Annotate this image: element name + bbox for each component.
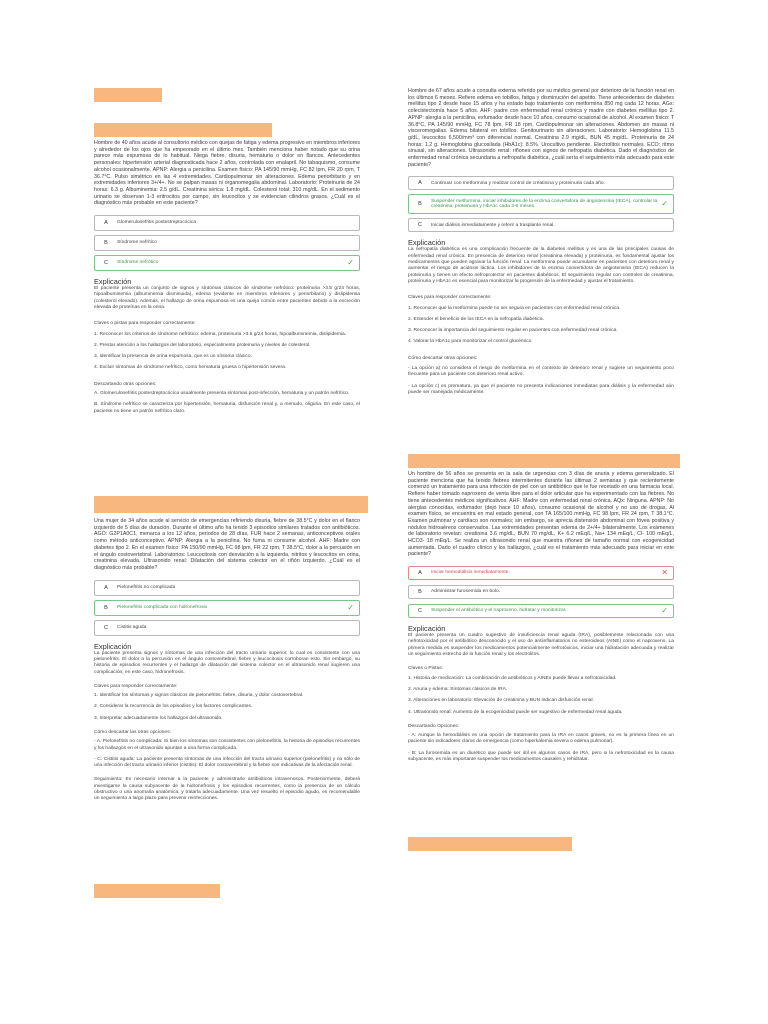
left-column-lower xyxy=(94,518,360,803)
option-letter: A xyxy=(104,220,108,227)
clue-item: 2. Prestar atención a los hallazgos del laboratorio, especialmente proteinuria y niveles de colesterol. xyxy=(94,342,311,348)
case-card-1 xyxy=(94,140,360,415)
clue-item: 2. Considerar la recurrencia de los episodios y los factores complicantes. xyxy=(94,704,253,710)
option-letter: A xyxy=(104,584,108,591)
explanation-title: Explicación xyxy=(94,277,132,287)
explanation-text: La nefropatía diabética es una complicación frecuente de la diabetes mellitus y es una de las principales causas de enfermedad renal crónica. En presencia de deterioro renal (creatinina elevada) y proteinuria, es fundamental ajustar los medicamentos que pueden agravar la función renal. La metformina puede acumularse en pacientes con deterioro renal y aumentar el riesgo de acidosis láctica. Los inhibidores de la enzima convertidora de angiotensina (IECA) reducen la proteinuria y tienen un efecto nefroprotector en pacientes diabéticos. El seguimiento regular con controles de creatinina, proteinuria y HbA1c es esencial para monitorizar la progresión de la enfermedad y ajustar el tratamiento. xyxy=(408,247,674,284)
followup-text: Seguimiento: Es necesario internar a la paciente y administrarle antibióticos intravenosos. Posteriormente, deberá investigarse la causa subyacente de la hidronefrosis y los episodios recurrentes, como la presencia de un cálculo obstructivo o una anomalía anatómica, y tratarla adecuadamente. Una vez resuelto el episodio agudo, es recomendable un seguimiento a largo plazo para prevenir reinfecciones. xyxy=(94,777,360,802)
option-text: Continuar con metformina y realizar control de creatinina y proteinuria cada año. xyxy=(431,180,605,186)
option-text: Síndrome nefrítico xyxy=(117,240,157,246)
case-question: Hombre de 40 años acude al consultorio médico con quejas de fatiga y edema progresivo en miembros inferiores y alrededor de los ojos que ha empeorado en el último mes. También menciona haber notado que su orina parece más espumosa de lo habitual. Niega fiebre, disuria, hematuria o dolor en flancos. Antecedentes personales: hipertensión arterial diagnosticada hace 2 años, controlada con enalapril. No tabaquismo, consume alcohol ocasionalmente. APNP: Alergia a penicilina. Examen físico: PA 145/90 mmHg, FC 82 lpm, FR 20 rpm, T 36.7°C. Pulso simétrico en las 4 extremidades. Cardiopulmonar sin alteraciones. Edema periorbitario y en extremidades inferiores 3+/4+. No se palpan masas ni organomegalia abdominal. Laboratorio: Proteinuria de 24 horas: 6.3 g. Albuminemia: 2.5 g/dL. Creatinina sérica: 1.8 mg/dL. Colesterol total: 310 mg/dL. En el sedimento urinario se observan 1-3 eritrocitos por campo, sin leucocitos y se evidencian cilindros grasos. ¿Cuál es el diagnóstico más probable en este paciente? xyxy=(94,140,360,207)
check-icon: ✓ xyxy=(347,258,354,268)
right-column xyxy=(408,88,674,396)
option-text: Glomerulonefritis postestreptocócica xyxy=(117,220,197,226)
discard-item: - C. Cistitis aguda: La paciente presenta síntomas de una infección del tracto urinario superior (pielonefritis) y no sólo de una infección del tracto urinario inferior (cistitis). El dolor costovertebral y la fiebre son indicativas de la afectación renal. xyxy=(94,756,360,769)
option-text: Administrar furosemida en bolo. xyxy=(431,589,501,595)
clue-item: 1. Reconocer que la metformina puede no ser segura en pacientes con enfermedad renal crónica. xyxy=(408,305,621,311)
clue-item: 1. Identificar los síntomas y signos clásicos de pielonefritis: fiebre, disuria, y dolor costovertebral. xyxy=(94,693,304,699)
header-bar-4 xyxy=(94,884,220,898)
option-text: Suspender el antibiótico y el naproxeno, hidratar y monitorizar. xyxy=(431,608,567,614)
clue-item: 3. Alteraciones en laboratorio: Elevación de creatinina y BUN indican disfunción renal. xyxy=(408,698,594,704)
option-c[interactable] xyxy=(408,604,674,618)
case-card-3 xyxy=(408,88,674,396)
left-column xyxy=(94,140,360,415)
explanation-text: El paciente presenta un cuadro sugestivo de insuficiencia renal aguda (IRA), posiblemente relacionada con una nefrotoxicidad por el antibiótico desconocido y el uso de antiinflamatorios no esteroideos (AINE) como el naproxeno. La primera medida es suspender los medicamentos potencialmente nefrotóxicos, iniciar una hidratación adecuada y realizar un seguimiento estrecho de la función renal y los electrolitos. xyxy=(408,633,674,658)
discard-item: - A. Pielonefritis no complicada: Si bien los síntomas son consistentes con pielonefritis, la historia de episodios recurrentes y los hallazgos en el ultrasonido apuntan a una forma complicada. xyxy=(94,739,360,751)
discard-item: - B: La furosemida es un diurético que puede ser útil en algunos casos de IRA, pero si la nefrotoxicidad es la causa subyacente, es más importante suspender los medicamentos causales y rehidratar. xyxy=(408,750,674,762)
explanation-text: El paciente presenta un conjunto de signos y síntomas clásicos de síndrome nefrótico: proteinuria >3.5 g/24 horas, hipoalbuminemia (albuminemia disminuida), edema (evidente en miembros inferiores y periorbitario) y dislipidemia (colesterol elevado). Además, el hallazgo de orina espumosa es una queja común entre pacientes debido a la excreción elevada de proteínas en la orina. xyxy=(94,286,360,310)
discard-item: B. Síndrome nefrítico se caracteriza por hipertensión, hematuria, disfunción renal y, a menudo, oliguria. En este caso, el paciente no tiene un patrón nefrítico claro. xyxy=(94,402,360,414)
option-letter: B xyxy=(104,240,108,247)
right-column-lower xyxy=(408,471,674,763)
header-bar-5 xyxy=(408,454,680,468)
discard-title: Cómo descartar otras opciones: xyxy=(408,355,478,361)
header-bar-6 xyxy=(408,837,572,851)
explanation-title: Explicación xyxy=(408,624,446,634)
case-question: Una mujer de 34 años acude al servicio de emergencias refiriendo disuria, fiebre de 38.5°C y dolor en el flanco izquierdo de 5 días de duración. Durante el último año ha tenido 3 episodios similares tratados con antibióticos. AGO: G2P1A0C1, menarca a los 12 años, periodos de 28 días, FUR hace 2 semanas, anticonceptivos orales como método anticonceptivo. APNP: Alergia a la penicilina. No fuma ni consume alcohol. AHF: Madre con diabetes tipo 2. En el examen físico: PA 150/90 mmHg, FC 98 lpm, FR 22 rpm, T 38.5°C, dolor a la percusión en el ángulo costovertebral. Laboratorios: Leucocitosis con desviación a la izquierda, nitritos y leucocitos en orina, creatinina elevada. Ultrasonido renal: Dilatación del sistema colector en el riñón izquierdo. ¿Cuál es el diagnóstico más probable? xyxy=(94,518,360,571)
clue-item: 4. Excluir síntomas de síndrome nefrítico, como hematuria gruesa o hipertensión severa. xyxy=(94,365,287,371)
discard-item: - A: Aunque la hemodiálisis es una opción de tratamiento para la IRA en casos graves, no es la primera línea en un paciente sin indicadores claros de emergencia (como hiperkalemia severa o edema pulmonar). xyxy=(408,733,674,745)
option-text: Pielonefritis no complicada xyxy=(117,584,176,590)
option-text: Cistitis aguda xyxy=(117,624,147,630)
option-a[interactable] xyxy=(408,566,674,580)
close-icon: ✕ xyxy=(661,568,668,578)
option-b[interactable] xyxy=(408,585,674,599)
option-text: Suspender metformina, iniciar inhibidores de la enzima convertidora de angiotensina (IECA), controlar la creatinina, proteinuria y HbA1c cada 3-6 meses. xyxy=(431,198,658,210)
clue-item: 3. Reconocer la importancia del seguimiento regular en pacientes con enfermedad renal crónica. xyxy=(408,328,618,334)
option-c[interactable] xyxy=(94,255,360,271)
option-a[interactable] xyxy=(408,176,674,190)
check-icon: ✓ xyxy=(661,606,668,616)
option-letter: B xyxy=(418,201,422,208)
option-letter: C xyxy=(104,624,108,631)
option-text: Iniciar hemodiálisis inmediatamente. xyxy=(431,570,510,576)
option-text: Síndrome nefrótico xyxy=(117,260,159,266)
explanation-text: La paciente presenta signos y síntomas de una infección del tracto urinario superior, lo cual es consistente con una pielonefritis. El dolor a la percusión en el ángulo costovertebral, fiebre y leucocitosis corroboran esto. Sin embargo, su historia de episodios recurrentes y el hallazgo de dilatación del sistema colector en el ultrasonido renal sugieren una complicación, en este caso, hidronefrosis. xyxy=(94,650,360,675)
clues-title: Claves o pistas para responder correctamente: xyxy=(94,321,196,327)
explanation-title: Explicación xyxy=(94,641,132,651)
option-c[interactable] xyxy=(94,620,360,636)
discard-item: A. Glomerulonefritis postestreptocócica usualmente presenta síntomas post-infección, hematuria y un patrón nefrítico. xyxy=(94,391,350,396)
option-letter: C xyxy=(104,260,108,267)
option-text: Iniciar diálisis inmediatamente y referir a trasplante renal. xyxy=(431,222,555,228)
option-b[interactable] xyxy=(94,235,360,251)
check-icon: ✓ xyxy=(661,199,668,209)
clue-item: 3. Identificar la presencia de orina espumosa, que es un síntoma clásico. xyxy=(94,354,252,360)
option-letter: A xyxy=(418,570,422,577)
clue-item: 1. Reconocer los criterios de síndrome nefrótico: edema, proteinuria >3.5 g/24 horas, hipoalbuminemia, dislipidemia. xyxy=(94,331,347,337)
case-question: Hombre de 67 años acude a consulta externa referido por su médico general por deterioro de la función renal en los últimos 6 meses. Refiere edema en tobillos, fatiga y disminución del apetito. Tiene antecedentes de diabetes mellitus tipo 2 desde hace 15 años y ha estado bajo tratamiento con metformina 850 mg cada 12 horas. AGx: colecistectomía hace 5 años. AHF: padre con enfermedad renal crónica y madre con diabetes mellitus tipo 2. APNP: alergia a la penicilina, exfumador desde hace 10 años, consumo ocasional de alcohol. Al examen físico: T 36.8°C, PA 145/90 mmHg, FC 78 lpm, FR 18 rpm. Cardiopulmonar sin alteraciones. Abdomen sin masas ni visceromegalias. Edema bilateral en tobillos. Genitourinario sin alteraciones. Laboratorio: Hemoglobina 11.5 g/dL, leucocitos 6,500/mm³ con diferencial normal. Creatinina 2.9 mg/dL, BUN 45 mg/dL. Proteinuria de 24 horas: 1.2 g. Hemoglobina glucosilada (HbA1c): 8.5%. Urocultivo pendiente. Electrolitos normales. ECO: ritmo sinusal, sin alteraciones. Ultrasonido renal: riñones con signos de nefropatía diabética. Dado el diagnóstico de enfermedad renal crónica secundaria a nefropatía diabética, ¿cuál sería el seguimiento más adecuado para este paciente? xyxy=(408,88,674,168)
option-b[interactable] xyxy=(408,194,674,214)
discard-item: - La opción c) es prematura, ya que el paciente no presenta indicaciones inmediatas para diálisis y la enfermedad aún puede ser manejada médicamente. xyxy=(408,383,674,395)
option-b[interactable] xyxy=(94,600,360,616)
check-icon: ✓ xyxy=(347,602,354,612)
option-letter: C xyxy=(418,608,422,615)
clue-item: 4. Valorar la HbA1c para monitorizar el control glucémico. xyxy=(408,339,533,345)
clue-item: 3. Interpretar adecuadamente los hallazgos del ultrasonido. xyxy=(94,715,223,721)
clue-item: 2. Anuria y edema: Síntomas clásicos de IRA. xyxy=(408,686,508,692)
clue-item: 4. Ultrasonido renal: Aumento de la ecogenicidad puede ser sugestivo de enfermedad renal aguda. xyxy=(408,709,623,715)
discard-title: Descartando Opciones: xyxy=(408,723,460,729)
case-card-2 xyxy=(94,518,360,803)
discard-title: Descartando otras opciones: xyxy=(94,381,157,387)
header-bar-2 xyxy=(94,123,272,137)
clue-item: 1. Historia de medicación: La combinación de antibióticos y AINEs puede llevar a nefrotoxicidad. xyxy=(408,675,617,681)
option-text: Pielonefritis complicada con hidronefrosis xyxy=(117,604,207,610)
clues-title: Claves para responder correctamente: xyxy=(408,295,492,301)
header-bar-3 xyxy=(94,496,368,513)
option-letter: A xyxy=(418,180,422,187)
header-bar-1 xyxy=(94,88,162,102)
clues-title: Claves para responder correctamente: xyxy=(94,683,178,689)
option-letter: C xyxy=(418,222,422,229)
option-letter: B xyxy=(418,589,422,596)
case-question: Un hombre de 56 años se presenta en la sala de urgencias con 3 días de anuria y edema generalizado. El paciente menciona que ha tenido fiebres intermitentes durante las últimas 2 semanas y que recientemente comenzó un tratamiento para una infección de piel con un antibiótico que le fue recetado en una farmacia local. Refiere haber tomado naproxeno de venta libre para el dolor articular que ha experimentado con las fiebres. No tiene antecedentes médicos significativos. AHF: Madre con enfermedad renal crónica. AQx: Ninguna. APNP: No alergias conocidas, exfumador (dejó hace 10 años), consumo ocasional de alcohol y no uso de drogas. Al examen físico, se encuentra en mal estado general, con TA 165/100 mmHg, FC 98 lpm, FR 24 rpm, T 38.1°C. Examen pulmonar y cardíaco son normales; sin embargo, se aprecia distensión abdominal con fóvea positiva y nódulos hidroaéreos conservados. Las extremidades presentan edema de 2+/4+ bilateralmente. Los exámenes de laboratorio revelan: creatinina 3.6 mg/dL, BUN 70 mg/dL, K+ 6.2 mEq/L, Na+ 134 mEq/L, Cl- 100 mEq/L, HCO3- 18 mEq/L. Se realiza un ultrasonido renal que muestra riñones de tamaño normal con ecogenicidad aumentada. Dado el cuadro clínico y los hallazgos, ¿cuál es el tratamiento más adecuado para iniciar en este paciente? xyxy=(408,471,674,558)
option-a[interactable] xyxy=(94,215,360,231)
discard-item: - La opción a) no considera el riesgo de metformina en el contexto de deterioro renal y sugiere un seguimiento poco frecuente para un paciente con deterioro renal activo. xyxy=(408,366,674,378)
explanation-title: Explicación xyxy=(408,238,446,248)
option-c[interactable] xyxy=(408,218,674,232)
clues-title: Claves o Pistas: xyxy=(408,666,444,672)
discard-title: Cómo descartar las otras opciones: xyxy=(94,730,171,735)
option-a[interactable] xyxy=(94,580,360,596)
clue-item: 2. Entender el beneficio de los IECA en la nefropatía diabética. xyxy=(408,316,544,322)
option-letter: B xyxy=(104,604,108,611)
case-card-4 xyxy=(408,471,674,763)
